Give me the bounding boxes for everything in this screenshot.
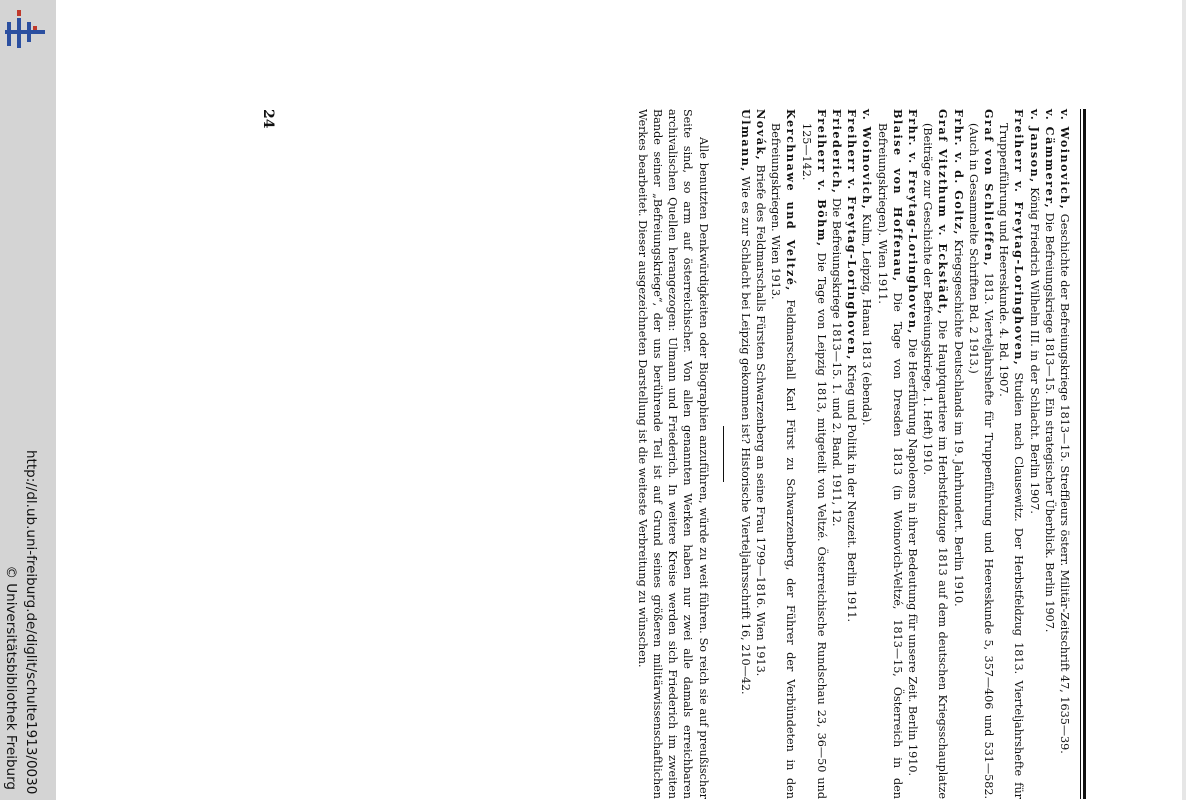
entry-author: Ulmann, bbox=[738, 109, 753, 173]
bibliography-entry bbox=[874, 109, 904, 799]
bibliography-entry bbox=[905, 109, 920, 799]
entry-text: Feldmarschall Karl Fürst zu Schwarzenberg, der Führer der Verbündeten in den Befreiungskriegen. Wien 1913. bbox=[769, 123, 798, 799]
entry-author: Novák, bbox=[753, 109, 768, 162]
entry-author: Friederich, bbox=[829, 109, 844, 195]
header-rule bbox=[1083, 109, 1086, 799]
section-divider bbox=[723, 426, 724, 482]
entry-text: Die Tage von Leipzig 1813, mitgeteilt von Veltzé. Österreichische Rundschau 23, 36—50 und 125—142. bbox=[799, 123, 828, 799]
document-page bbox=[248, 109, 1086, 799]
bibliography bbox=[635, 109, 1072, 799]
bibliography-entry bbox=[996, 109, 1026, 799]
bibliography-entry bbox=[1057, 109, 1072, 799]
entry-text: König Friedrich Wilhelm III. in der Schlacht. Berlin 1907. bbox=[1027, 183, 1041, 514]
entry-author: v. Woinovich, bbox=[860, 109, 875, 211]
entry-text: Wie es zur Schlacht bei Leipzig gekommen ist? Historische Vierteljahrsschrift 16, 210—42. bbox=[738, 172, 752, 695]
bibliography-entry bbox=[1026, 109, 1041, 799]
viewer-sidebar bbox=[0, 0, 56, 800]
entry-author: Graf von Schlieffen, bbox=[981, 109, 996, 268]
entry-author: v. Woinovich, bbox=[1058, 109, 1072, 211]
entry-author: Kerchnawe und Veltzé, bbox=[784, 109, 799, 292]
entry-text: Die Befreiungskriege 1813—15. 1. und 2. Band. 1911, 12. bbox=[829, 194, 843, 527]
entry-text: Die Befreiungskriege 1813—15. Ein strategischer Überblick. Berlin 1907. bbox=[1042, 209, 1056, 633]
entry-text: 1813. Vierteljahrshefte für Truppenführung und Heereskunde 5, 357—406 und 531—582. (Auch in Gesammelte Schriften Bd. 2 1913.) bbox=[966, 123, 995, 799]
bibliography-entry bbox=[829, 109, 844, 799]
bibliography-entry bbox=[950, 109, 965, 799]
entry-author: v. Janson, bbox=[1027, 109, 1042, 184]
entry-text: Die Heerführung Napoleons in ihrer Bedeutung für unsere Zeit. Berlin 1910. bbox=[905, 334, 919, 777]
bibliography-entry bbox=[768, 109, 798, 799]
entry-author: v. Cämmerer, bbox=[1042, 109, 1057, 210]
entry-text: Kulm, Leipzig, Hanau 1813 (ebenda). bbox=[860, 210, 874, 426]
entry-text: Die Tage von Dresden 1813 (in Woinovich-Veltzé, 1813—15, Österreich in den Befreiungskriegen). Wien 1911. bbox=[875, 123, 904, 800]
sidebar-copyright: © Universitätsbibliothek Freiburg bbox=[3, 565, 19, 790]
ub-freiburg-logo-icon[interactable] bbox=[3, 8, 47, 52]
entry-author: Blaise von Hoffenau, bbox=[890, 109, 905, 283]
page-number: 24 bbox=[260, 109, 276, 129]
entry-author: Graf Vitzthum v. Eckstädt, bbox=[936, 109, 951, 316]
entry-author: Freiherr v. Freytag-Loringhoven, bbox=[1012, 109, 1027, 367]
bibliography-entry bbox=[1042, 109, 1057, 799]
entry-author: Freiherr v. Böhm, bbox=[814, 109, 829, 248]
sidebar-url[interactable]: http://dl.ub.uni-freiburg.de/diglit/schulte1913/0030 bbox=[23, 450, 39, 795]
bibliography-entry bbox=[738, 109, 753, 799]
bibliography-entry bbox=[859, 109, 874, 799]
bibliography-entry bbox=[844, 109, 859, 799]
entry-text: Studien nach Clausewitz. Der Herbstfeldzug 1813. Vierteljahrshefte für Truppenführung und Heereskunde. 4. Bd. 1907. bbox=[997, 123, 1026, 800]
entry-author: Frhr. v. d. Goltz, bbox=[951, 109, 966, 236]
bibliography-entry bbox=[753, 109, 768, 799]
bibliography-entry bbox=[920, 109, 950, 799]
body-paragraph: Alle benutzten Denkwürdigkeiten oder Biographien anzuführen, würde zu weit führen. So reich sie auf preußischer Seite sind, so arm auf österreichischer. Von allen genannten Werken haben nur zwei alle damals erreichbaren archivalischen Quellen herangezogen: Ulmann und Friederich. In weitere Kreise werden sich Friederich im zweiten Bande seiner „Befreiungskriege“, der uns berührende Teil ist auf Grund seines größeren militärwissenschaftlichen Werkes bearbeitet. Dieser ausgezeichneten Darstellung ist die weiteste Verbreitung zu wünschen. bbox=[635, 109, 710, 799]
entry-text: Geschichte der Befreiungskriege 1813—15. Streffleurs österr. Militär-Zeitschrift 47, 1635—39. bbox=[1058, 210, 1071, 754]
entry-text: Briefe des Feldmarschalls Fürsten Schwarzenberg an seine Frau 1799—1816. Wien 1913. bbox=[753, 161, 767, 677]
entry-author: Freiherr v. Freytag-Loringhoven, bbox=[845, 109, 860, 361]
entry-author: Frhr. v. Freytag-Loringhoven, bbox=[905, 109, 920, 335]
scrollbar[interactable] bbox=[1182, 0, 1186, 800]
entry-text: Krieg und Politik in der Neuzeit. Berlin 1911. bbox=[845, 360, 859, 623]
entry-text: Die Hauptquartiere im Herbstfeldzuge 1813 auf dem deutschen Kriegsschauplatze (Beiträge zur Geschichte der Befreiungskriege, 1. Heft) 1910. bbox=[921, 123, 950, 799]
bibliography-entry bbox=[966, 109, 996, 799]
entry-text: Kriegsgeschichte Deutschlands im 19. Jahrhundert. Berlin 1910. bbox=[951, 235, 965, 607]
header-rule-thin bbox=[1080, 109, 1081, 799]
bibliography-entry bbox=[798, 109, 828, 799]
